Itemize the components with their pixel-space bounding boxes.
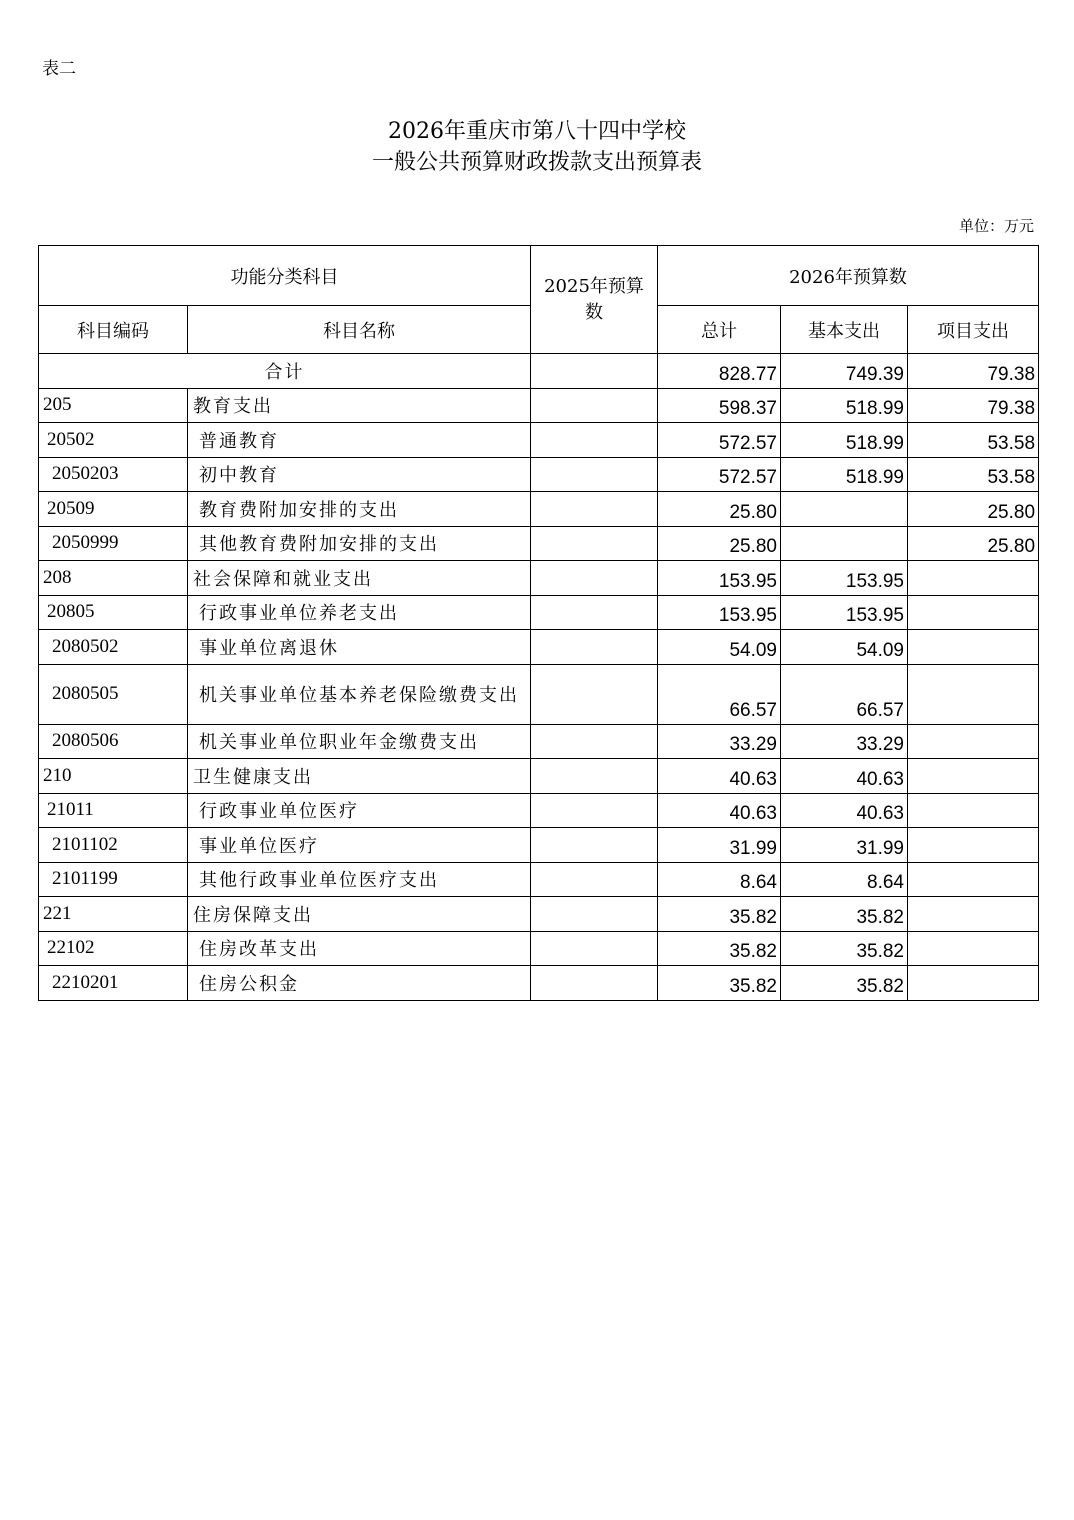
budget-table: [38, 245, 1039, 1001]
row-basic: 518.99: [781, 423, 908, 458]
row-total: 35.82: [658, 966, 781, 1001]
row-code: 21011: [39, 793, 188, 828]
row-prev-year: [531, 759, 658, 794]
total-row: [39, 354, 1039, 389]
total-basic: 749.39: [781, 354, 908, 389]
row-code: 221: [39, 897, 188, 932]
row-total: 35.82: [658, 897, 781, 932]
table-row: [39, 561, 1039, 596]
table-row: [39, 526, 1039, 561]
row-total: 598.37: [658, 388, 781, 423]
row-project: [908, 664, 1039, 724]
table-row: [39, 897, 1039, 932]
table-row: [39, 423, 1039, 458]
row-total: 572.57: [658, 457, 781, 492]
row-prev-year: [531, 931, 658, 966]
row-name: 其他行政事业单位医疗支出: [188, 862, 531, 897]
row-code: 208: [39, 561, 188, 596]
row-total: 40.63: [658, 759, 781, 794]
row-project: [908, 595, 1039, 630]
total-label: 合计: [39, 354, 531, 389]
row-project: [908, 724, 1039, 759]
table-row: [39, 664, 1039, 724]
row-code: 20509: [39, 492, 188, 527]
row-prev-year: [531, 492, 658, 527]
row-total: 572.57: [658, 423, 781, 458]
row-basic: 40.63: [781, 793, 908, 828]
row-project: [908, 793, 1039, 828]
row-prev-year: [531, 828, 658, 863]
row-code: 22102: [39, 931, 188, 966]
row-prev-year: [531, 664, 658, 724]
total-total: 828.77: [658, 354, 781, 389]
header-current-year-budget: 2026年预算数: [658, 246, 1039, 306]
row-code: 2101199: [39, 862, 188, 897]
table-row: [39, 388, 1039, 423]
page-title-line2: 一般公共预算财政拨款支出预算表: [371, 150, 702, 175]
row-name: 社会保障和就业支出: [188, 561, 531, 596]
header-prev-year-budget: 2025年预算数: [531, 246, 658, 354]
table-row: [39, 724, 1039, 759]
row-prev-year: [531, 862, 658, 897]
row-code: 2080505: [39, 664, 188, 724]
header-function-category: 功能分类科目: [39, 246, 531, 306]
row-project: [908, 862, 1039, 897]
table-number-label: 表二: [42, 59, 76, 79]
row-code: 2080506: [39, 724, 188, 759]
header-basic: 基本支出: [781, 306, 908, 354]
table-row: [39, 931, 1039, 966]
header-code: 科目编码: [39, 306, 188, 354]
row-project: [908, 966, 1039, 1001]
row-prev-year: [531, 630, 658, 665]
row-code: 20502: [39, 423, 188, 458]
row-prev-year: [531, 724, 658, 759]
row-total: 33.29: [658, 724, 781, 759]
row-basic: 518.99: [781, 457, 908, 492]
row-total: 153.95: [658, 561, 781, 596]
table-row: [39, 492, 1039, 527]
row-project: [908, 630, 1039, 665]
row-basic: 153.95: [781, 561, 908, 596]
table-row: [39, 862, 1039, 897]
row-total: 54.09: [658, 630, 781, 665]
row-basic: [781, 492, 908, 527]
row-basic: 153.95: [781, 595, 908, 630]
row-total: 35.82: [658, 931, 781, 966]
row-code: 2050999: [39, 526, 188, 561]
row-basic: 40.63: [781, 759, 908, 794]
row-code: 20805: [39, 595, 188, 630]
row-basic: 8.64: [781, 862, 908, 897]
total-project: 79.38: [908, 354, 1039, 389]
row-total: 31.99: [658, 828, 781, 863]
row-total: 40.63: [658, 793, 781, 828]
row-code: 2101102: [39, 828, 188, 863]
row-basic: 518.99: [781, 388, 908, 423]
row-basic: 66.57: [781, 664, 908, 724]
row-name: 机关事业单位职业年金缴费支出: [188, 724, 531, 759]
row-name: 事业单位离退休: [188, 630, 531, 665]
row-basic: 33.29: [781, 724, 908, 759]
row-basic: 35.82: [781, 966, 908, 1001]
header-project: 项目支出: [908, 306, 1039, 354]
row-name: 行政事业单位养老支出: [188, 595, 531, 630]
table-row: [39, 966, 1039, 1001]
row-prev-year: [531, 897, 658, 932]
row-prev-year: [531, 457, 658, 492]
row-prev-year: [531, 526, 658, 561]
table-row: [39, 630, 1039, 665]
row-name: 初中教育: [188, 457, 531, 492]
row-basic: 54.09: [781, 630, 908, 665]
row-name: 其他教育费附加安排的支出: [188, 526, 531, 561]
page-title-line1: 2026年重庆市第八十四中学校: [388, 119, 686, 144]
row-total: 66.57: [658, 664, 781, 724]
row-name: 教育费附加安排的支出: [188, 492, 531, 527]
header-name: 科目名称: [188, 306, 531, 354]
total-prev: [531, 354, 658, 389]
row-name: 事业单位医疗: [188, 828, 531, 863]
row-project: [908, 897, 1039, 932]
row-project: 53.58: [908, 423, 1039, 458]
row-name: 住房改革支出: [188, 931, 531, 966]
row-basic: 31.99: [781, 828, 908, 863]
header-total: 总计: [658, 306, 781, 354]
row-code: 210: [39, 759, 188, 794]
row-basic: 35.82: [781, 931, 908, 966]
row-name: 住房公积金: [188, 966, 531, 1001]
row-project: [908, 931, 1039, 966]
row-prev-year: [531, 561, 658, 596]
row-name: 行政事业单位医疗: [188, 793, 531, 828]
row-prev-year: [531, 793, 658, 828]
row-name: 普通教育: [188, 423, 531, 458]
row-project: 53.58: [908, 457, 1039, 492]
row-total: 8.64: [658, 862, 781, 897]
row-name: 卫生健康支出: [188, 759, 531, 794]
row-total: 153.95: [658, 595, 781, 630]
row-prev-year: [531, 388, 658, 423]
row-name: 机关事业单位基本养老保险缴费支出: [188, 664, 531, 724]
row-project: [908, 759, 1039, 794]
table-row: [39, 595, 1039, 630]
row-name: 住房保障支出: [188, 897, 531, 932]
row-code: 205: [39, 388, 188, 423]
row-code: 2050203: [39, 457, 188, 492]
table-row: [39, 457, 1039, 492]
unit-label: 单位：万元: [958, 217, 1034, 235]
row-prev-year: [531, 595, 658, 630]
row-prev-year: [531, 966, 658, 1001]
table-row: [39, 793, 1039, 828]
row-basic: [781, 526, 908, 561]
row-project: [908, 561, 1039, 596]
row-project: 25.80: [908, 526, 1039, 561]
row-total: 25.80: [658, 492, 781, 527]
row-prev-year: [531, 423, 658, 458]
row-basic: 35.82: [781, 897, 908, 932]
row-total: 25.80: [658, 526, 781, 561]
row-project: [908, 828, 1039, 863]
row-project: 79.38: [908, 388, 1039, 423]
table-row: [39, 828, 1039, 863]
row-name: 教育支出: [188, 388, 531, 423]
row-code: 2210201: [39, 966, 188, 1001]
row-code: 2080502: [39, 630, 188, 665]
row-project: 25.80: [908, 492, 1039, 527]
table-row: [39, 759, 1039, 794]
